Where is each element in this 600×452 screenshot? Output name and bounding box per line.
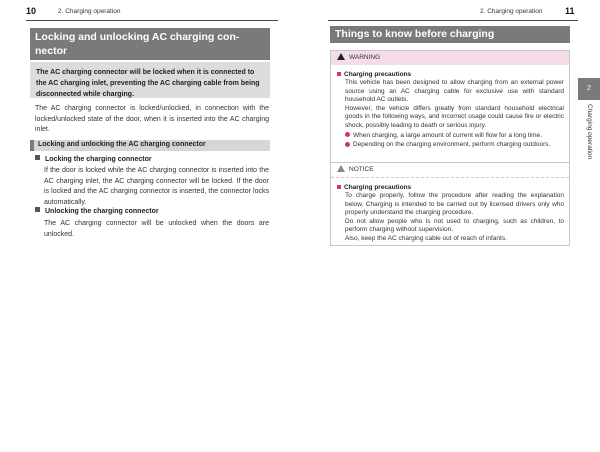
- item-unlocking-text: The AC charging connector will be unlocked when the doors are unlocked.: [44, 220, 269, 238]
- notice-paragraph: Do not allow people who is not used to charging, such as children, to perform charging without supervision.: [345, 217, 564, 234]
- notice-header: [331, 163, 569, 178]
- notice-paragraph: To charge properly, follow the procedure after reading the explanation below. Charging is intended to be carried out by licensed drivers only who properly understand the charging procedure.: [345, 192, 564, 217]
- warning-heading-label: Charging precautions: [344, 71, 412, 78]
- pink-square-bullet-icon: [337, 72, 341, 76]
- page-number-left: 10: [26, 6, 37, 16]
- warning-triangle-icon: [337, 53, 345, 60]
- notice-label: NOTICE: [349, 166, 374, 173]
- header-rule-left: [26, 20, 278, 21]
- notice-heading: [337, 183, 564, 192]
- warning-content: [331, 65, 569, 150]
- pink-dot-icon: [345, 142, 350, 147]
- notice-heading-label: Charging precautions: [344, 184, 412, 191]
- chapter-tab-label: Charging operation: [586, 104, 593, 160]
- running-title-left: 2. Charging operation: [58, 8, 121, 15]
- right-page: [300, 0, 600, 452]
- header-rule-right: [328, 20, 578, 21]
- page-number-right: 11: [565, 6, 575, 16]
- warning-label: WARNING: [349, 54, 381, 61]
- section-title-locking: [30, 28, 270, 60]
- item-locking-title: [35, 155, 152, 165]
- warning-paragraph: This vehicle has been designed to allow charging from an external power source using an AC charging cable for exclusive use with standard household AC outlets.: [345, 79, 564, 104]
- notice-triangle-icon: [337, 165, 345, 172]
- warning-heading: [337, 70, 564, 79]
- warning-bullet: [345, 141, 564, 150]
- intro-box: The AC charging connector will be locked when it is connected to the AC charging inlet, preventing the AC charging cable from being disconnected while charging.: [30, 62, 270, 98]
- running-title-right: 2. Charging operation: [480, 8, 543, 15]
- section-title-line2: nector: [35, 45, 68, 57]
- warning-bullet-text: Depending on the charging environment, perform charging outdoors.: [353, 141, 551, 149]
- item-unlocking-title: [35, 207, 159, 217]
- notice-box: [330, 162, 570, 246]
- pink-dot-icon: [345, 132, 350, 137]
- section-title-things-to-know: Things to know before charging: [330, 26, 570, 43]
- subheading-bar: Locking and unlocking the AC charging connector: [30, 140, 270, 151]
- section-title-line1: Locking and unlocking AC charging con-: [35, 31, 240, 43]
- item-locking-label: Locking the charging connector: [45, 156, 152, 163]
- warning-bullet-text: When charging, a large amount of current will flow for a long time.: [353, 131, 542, 139]
- item-unlocking-label: Unlocking the charging connector: [45, 208, 159, 215]
- warning-paragraph: However, the vehicle differs greatly from standard household electrical goods in the following ways, and incorrect usage could cause fire or electric shock, possibly leading to death or serious injury.: [345, 104, 564, 129]
- notice-paragraph: Also, keep the AC charging cable out of reach of infants.: [345, 234, 507, 242]
- square-bullet-icon: [35, 155, 40, 160]
- warning-bullet: [345, 132, 564, 141]
- item-locking-text: If the door is locked while the AC charging connector is inserted into the AC charging inlet, the AC charging connector will be locked. If the door is locked and the AC charging connector is inserted, the connector locks automatically.: [44, 167, 269, 206]
- warning-header: [331, 51, 569, 65]
- pink-square-bullet-icon: [337, 185, 341, 189]
- chapter-tab-number: 2: [578, 78, 600, 100]
- square-bullet-icon: [35, 207, 40, 212]
- notice-content: [331, 178, 569, 244]
- body-paragraph: The AC charging connector is locked/unlocked, in connection with the locked/unlocked state of the door, when it is inserted into the AC charging inlet.: [35, 105, 269, 133]
